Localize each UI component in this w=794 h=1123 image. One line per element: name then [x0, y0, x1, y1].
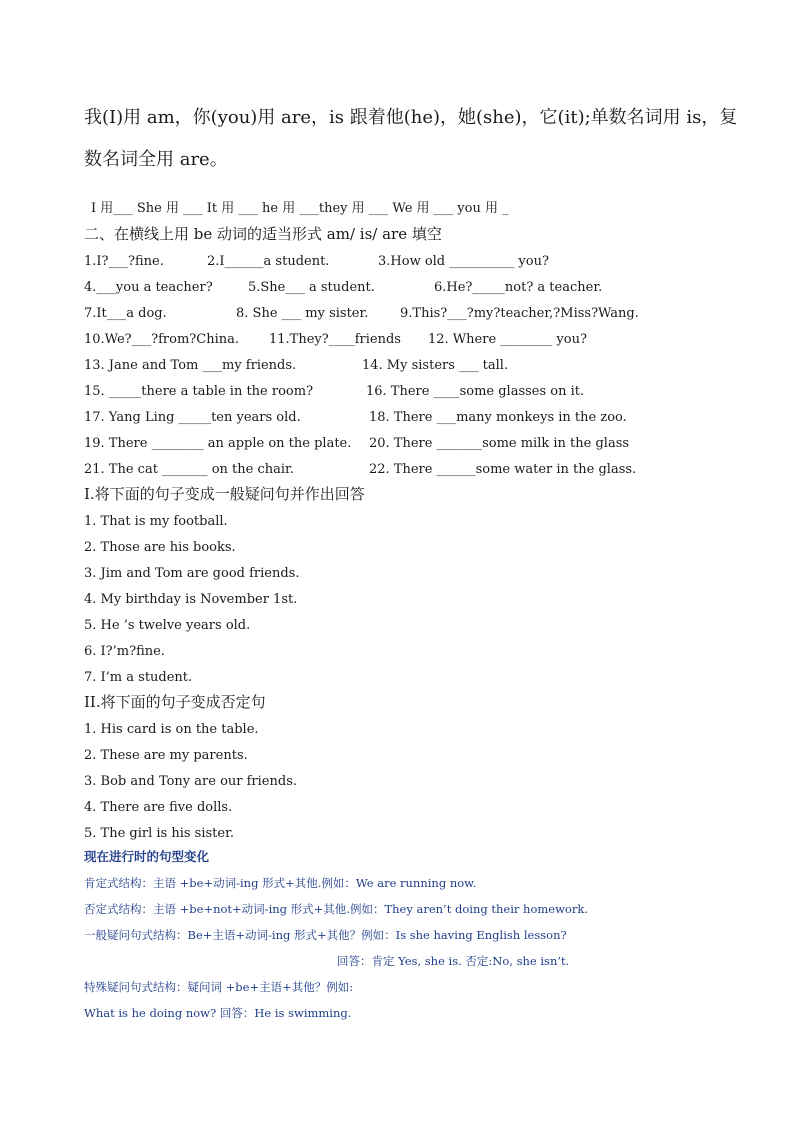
fill-item: 1.I?___?fine.: [84, 254, 164, 269]
list-item: 2. Those are his books.: [84, 540, 236, 555]
grammar-yes-no: 一般疑问句式结构：Be+主语+动词-ing 形式+其他？例如：Is she having English lesson?: [84, 928, 567, 942]
grammar-answer: 回答：肯定 Yes, she is. 否定:No, she isn’t.: [337, 954, 570, 968]
grammar-title: 现在进行时的句型变化: [84, 849, 210, 864]
section-fill-title: 二、在横线上用 be 动词的适当形式 am/ is/ are 填空: [84, 225, 442, 243]
list-item: 4. There are five dolls.: [84, 800, 233, 815]
fill-item: 11.They?____friends: [269, 332, 401, 347]
fill-item: 15. _____there a table in the room?: [84, 384, 314, 399]
list-item: 6. I?’m?fine.: [84, 644, 165, 659]
fill-item: 14. My sisters ___ tall.: [362, 358, 509, 373]
grammar-negative: 否定式结构：主语 +be+not+动词-ing 形式+其他.例如：They aren’t doing their homework.: [84, 902, 588, 916]
list-item: 7. I’m a student.: [84, 670, 193, 685]
fill-item: 22. There ______some water in the glass.: [369, 462, 637, 477]
section-negative-title: II.将下面的句子变成否定句: [84, 693, 266, 711]
list-item: 3. Bob and Tony are our friends.: [84, 774, 297, 789]
list-item: 2. These are my parents.: [84, 748, 248, 763]
list-item: 1. His card is on the table.: [84, 722, 259, 737]
fill-item: 6.He?_____not? a teacher.: [434, 280, 603, 295]
list-item: 4. My birthday is November 1st.: [84, 592, 298, 607]
list-item: 5. He ’s twelve years old.: [84, 618, 251, 633]
fill-item: 16. There ____some glasses on it.: [366, 384, 585, 399]
fill-item: 12. Where ________ you?: [428, 332, 587, 347]
grammar-affirmative: 肯定式结构：主语 +be+动词-ing 形式+其他.例如：We are running now.: [84, 876, 477, 890]
fill-item: 18. There ___many monkeys in the zoo.: [369, 410, 627, 425]
grammar-special: 特殊疑问句式结构：疑问词 +be+主语+其他？例如:: [84, 980, 354, 994]
section-question-title: I.将下面的句子变成一般疑问句并作出回答: [84, 485, 365, 503]
fill-item: 3.How old __________ you?: [378, 254, 549, 269]
fill-item: 21. The cat _______ on the chair.: [84, 462, 294, 477]
fill-item: 8. She ___ my sister.: [236, 306, 369, 321]
list-item: 1. That is my football.: [84, 514, 228, 529]
fill-item: 10.We?___?from?China.: [84, 332, 239, 347]
intro-line-2: 数名词全用 are。: [84, 149, 228, 170]
list-item: 5. The girl is his sister.: [84, 826, 235, 841]
fill-item: 19. There ________ an apple on the plate.: [84, 436, 352, 451]
fill-item: 17. Yang Ling _____ten years old.: [84, 410, 301, 425]
grammar-example: What is he doing now? 回答：He is swimming.: [84, 1006, 352, 1020]
fill-item: 13. Jane and Tom ___my friends.: [84, 358, 297, 373]
fill-item: 20. There _______some milk in the glass: [369, 436, 630, 451]
fill-item: 4.___you a teacher?: [84, 280, 213, 295]
intro-line-1: 我(I)用 am，你(you)用 are，is 跟着他(he)，她(she)，它(it);单数名词用 is，复: [84, 107, 738, 128]
fill-item: 2.I______a student.: [207, 254, 330, 269]
fill-item: 5.She___ a student.: [248, 280, 375, 295]
pronoun-line: I 用___ She 用 ___ It 用 ___ he 用 ___they 用 ___ We 用 ___ you 用 _: [91, 201, 509, 216]
list-item: 3. Jim and Tom are good friends.: [84, 566, 300, 581]
fill-item: 7.It___a dog.: [84, 306, 167, 321]
fill-item: 9.This?___?my?teacher,?Miss?Wang.: [400, 306, 639, 321]
